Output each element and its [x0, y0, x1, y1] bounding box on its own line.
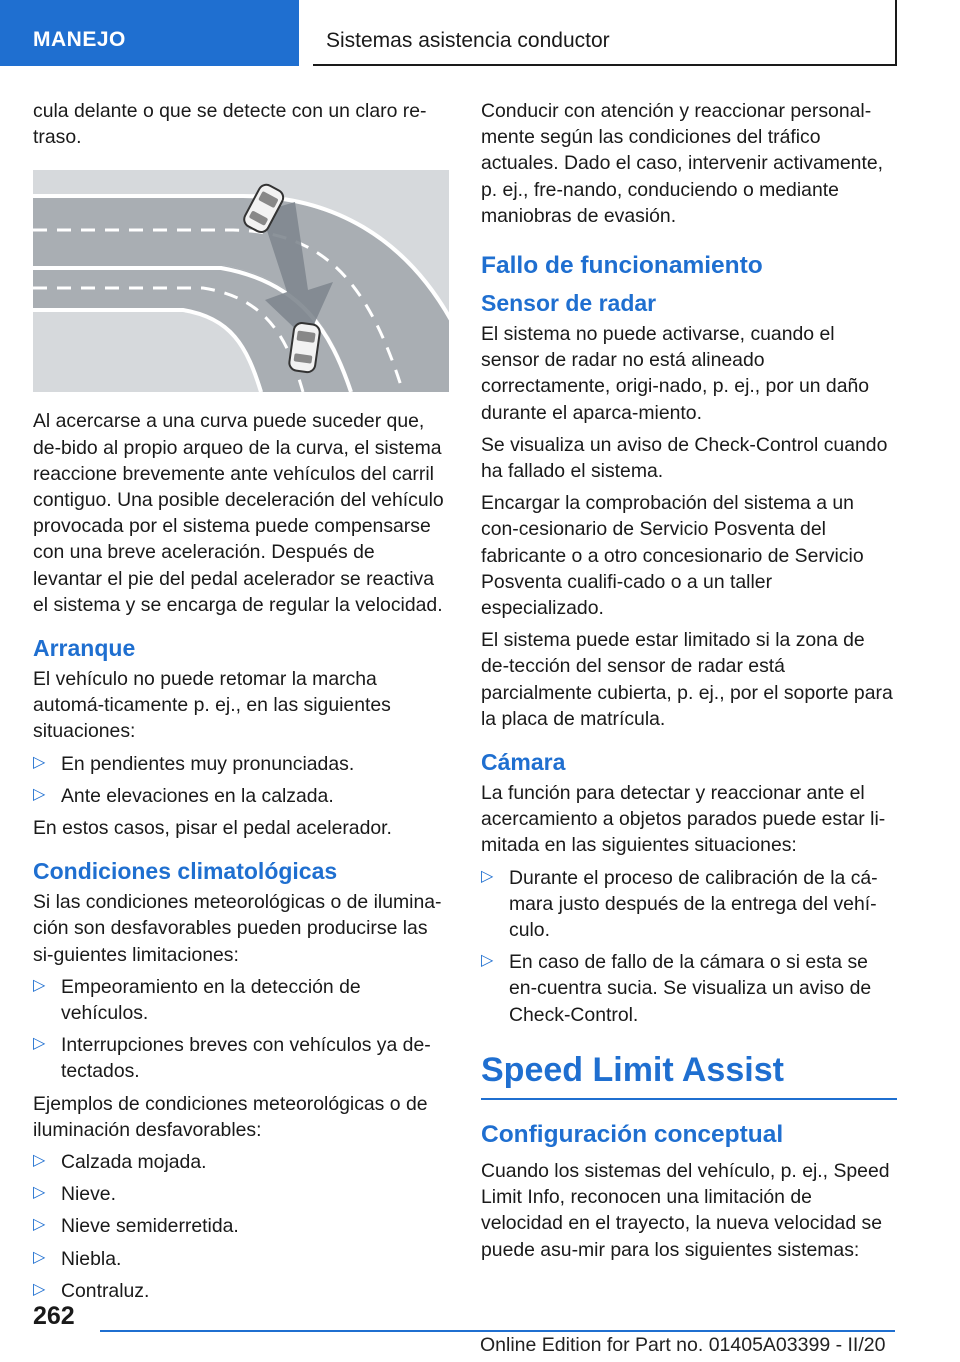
list-item: ▷ Niebla.	[33, 1246, 449, 1272]
triangle-bullet-icon: ▷	[33, 1248, 46, 1266]
curve-illustration	[33, 170, 449, 392]
paragraph: Al acercarse a una curva puede suceder que, de-bido al propio arqueo de la curva, el sistema reaccione brevemente ante vehículos del carril contiguo. Una posible deceleración del vehículo provocada por el sistema puede compensarse con una breve aceleración. Después de levantar el pie del pedal acelerador se reactiva el sistema y se encarga de regular la velocidad.	[33, 410, 444, 616]
bullet-list	[33, 1149, 449, 1304]
header-section-label: MANEJO	[33, 28, 126, 51]
triangle-bullet-icon: ▷	[33, 753, 46, 771]
triangle-bullet-icon: ▷	[33, 785, 46, 803]
paragraph: cula delante o que se detecte con un claro re-traso.	[33, 100, 427, 149]
left-column	[33, 98, 449, 1310]
header-section-tab	[0, 0, 299, 66]
triangle-bullet-icon: ▷	[481, 867, 494, 885]
paragraph: El sistema puede estar limitado si la zona de de-tección del sensor de radar está parcialmente cubierta, p. ej., por el soporte para la placa de matrícula.	[481, 629, 893, 730]
triangle-bullet-icon: ▷	[33, 1035, 46, 1053]
triangle-bullet-icon: ▷	[33, 976, 46, 994]
heading-clima: Condiciones climatológicas	[33, 858, 338, 885]
triangle-bullet-icon: ▷	[33, 1152, 46, 1170]
triangle-bullet-icon: ▷	[33, 1184, 46, 1202]
car-bottom	[288, 322, 320, 373]
list-item: ▷ Nieve semiderretida.	[33, 1213, 449, 1239]
paragraph: Se visualiza un aviso de Check-Control cuando ha fallado el sistema.	[481, 433, 888, 483]
footer-edition: Online Edition for Part no. 01405A03399 - II/20	[480, 1334, 886, 1356]
list-item: ▷ Empeoramiento en la detección de vehículos.	[33, 974, 449, 1026]
list-item: ▷ Calzada mojada.	[33, 1149, 449, 1175]
triangle-bullet-icon: ▷	[33, 1280, 46, 1298]
paragraph: La función para detectar y reaccionar ante el acercamiento a objetos parados puede estar li-mitada en las siguientes situaciones:	[481, 782, 886, 857]
triangle-bullet-icon: ▷	[33, 1216, 46, 1234]
paragraph: Ejemplos de condiciones meteorológicas o de iluminación desfavorables:	[33, 1092, 428, 1141]
heading-radar: Sensor de radar	[481, 290, 657, 317]
heading-speed-limit-assist: Speed Limit Assist	[481, 1050, 897, 1100]
heading-camara: Cámara	[481, 749, 566, 776]
heading-arranque: Arranque	[33, 635, 136, 662]
paragraph: Cuando los sistemas del vehículo, p. ej., Speed Limit Info, reconocen una limitación de velocidad en el trayecto, la nueva velocidad se puede asu-mir para los siguientes sistemas:	[481, 1159, 890, 1261]
list-item: ▷ Ante elevaciones en la calzada.	[33, 783, 449, 809]
paragraph: En estos casos, pisar el pedal acelerador.	[33, 817, 392, 840]
list-item: ▷ En caso de fallo de la cámara o si esta se en-cuentra sucia. Se visualiza un aviso de Check-Control.	[481, 949, 897, 1028]
list-item: ▷ Contraluz.	[33, 1278, 449, 1304]
heading-fallo: Fallo de funcionamiento	[481, 252, 763, 280]
bullet-list	[33, 751, 449, 809]
bullet-list	[33, 974, 449, 1085]
list-item: ▷ Durante el proceso de calibración de la cá-mara justo después de la entrega del vehí-culo.	[481, 865, 897, 944]
paragraph: Conducir con atención y reaccionar personal-mente según las condiciones del tráfico actuales. Dado el caso, intervenir activamente, p. ej., fre-nando, conduciendo o mediante maniobras de evasión.	[481, 100, 884, 227]
list-item: ▷ Interrupciones breves con vehículos ya de-tectados.	[33, 1032, 449, 1084]
heading-config: Configuración conceptual	[481, 1120, 784, 1148]
paragraph: Si las condiciones meteorológicas o de ilumina-ción son desfavorables pueden producirse las si-guientes limitaciones:	[33, 891, 442, 966]
paragraph: El sistema no puede activarse, cuando el sensor de radar no está alineado correctamente, origi-nado, p. ej., por un daño durante el aparca-miento.	[481, 323, 870, 424]
triangle-bullet-icon: ▷	[481, 952, 494, 970]
list-item: ▷ En pendientes muy pronunciadas.	[33, 751, 449, 777]
bullet-list	[481, 865, 897, 1028]
paragraph: El vehículo no puede retomar la marcha automá-ticamente p. ej., en las siguientes situaciones:	[33, 668, 391, 743]
list-item: ▷ Nieve.	[33, 1181, 449, 1207]
right-column	[481, 98, 897, 1269]
footer-divider	[100, 1330, 895, 1332]
header-chapter-label: Sistemas asistencia conductor	[326, 29, 610, 52]
paragraph: Encargar la comprobación del sistema a un con-cesionario de Servicio Posventa del fabricante o a otro concesionario de Servicio Posventa cualifi-cado o a un taller especializado.	[481, 492, 864, 620]
page-number: 262	[33, 1302, 75, 1330]
header-chapter-box	[313, 0, 897, 66]
